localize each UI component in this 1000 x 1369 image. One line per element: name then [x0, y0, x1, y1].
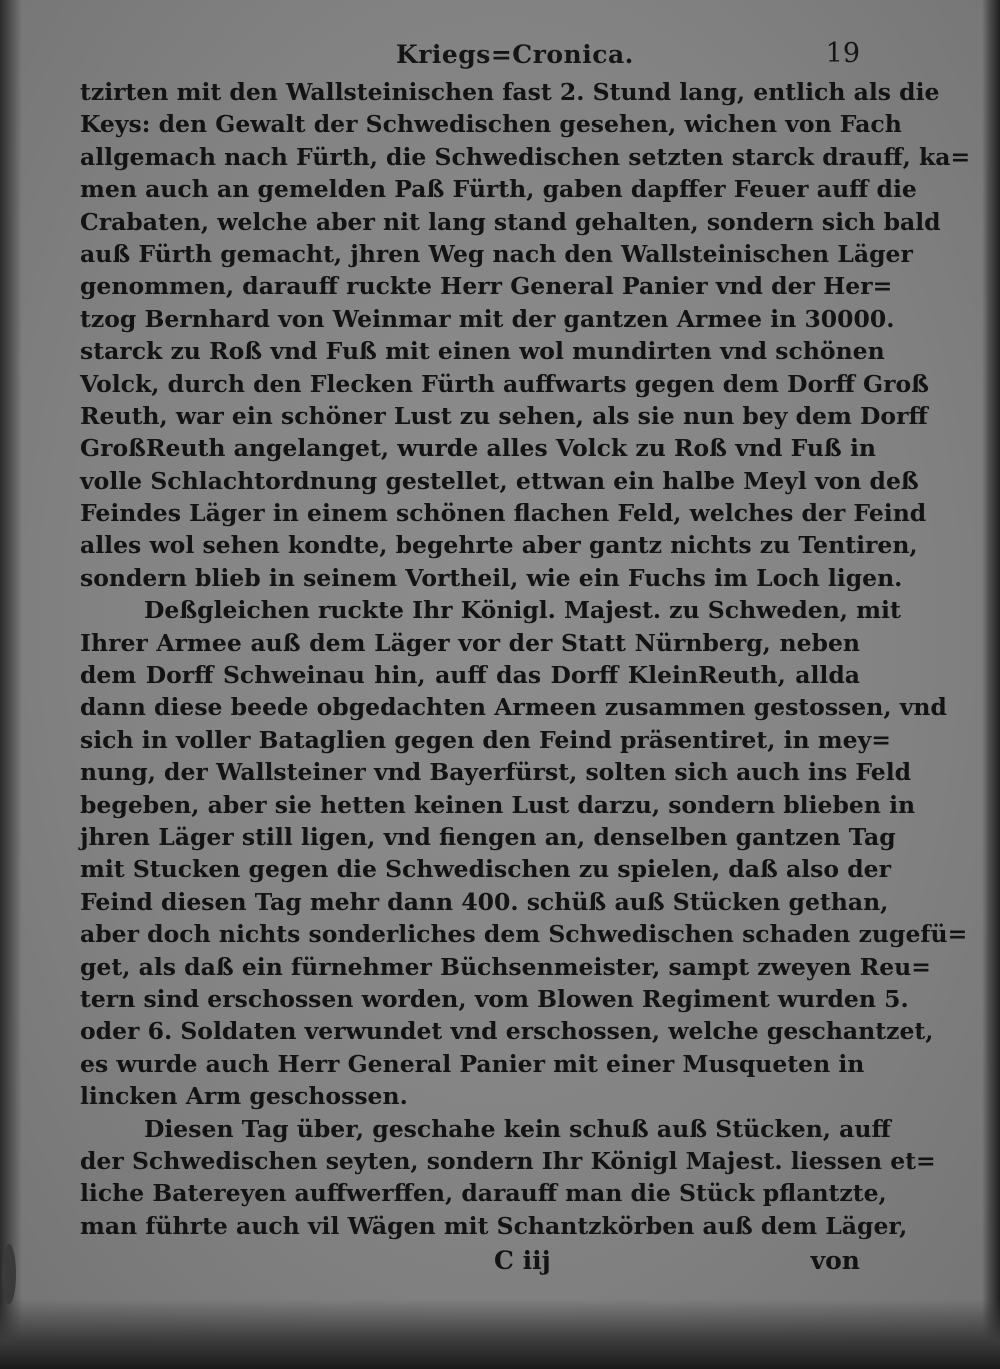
text-line: genommen, darauff ruckte Herr General Panier vnd der Her=	[80, 272, 893, 301]
text-line: dem Dorff Schweinau hin, auff das Dorff KleinReuth, allda	[80, 661, 860, 690]
text-line: GroßReuth angelanget, wurde alles Volck zu Roß vnd Fuß in	[80, 434, 876, 463]
text-line: Feindes Läger in einem schönen flachen Feld, welches der Feind	[80, 499, 927, 528]
page-edge-shadow-right	[982, 0, 1000, 1369]
text-line: der Schwedischen seyten, sondern Ihr Königl Majest. liessen et=	[80, 1146, 936, 1175]
text-line: es wurde auch Herr General Panier mit einer Musqueten in	[80, 1049, 865, 1078]
text-line: starck zu Roß vnd Fuß mit einen wol mundirten vnd schönen	[80, 337, 885, 366]
text-line: liche Batereyen auffwerffen, darauff man die Stück pflantzte,	[80, 1179, 887, 1208]
text-line: Diesen Tag über, geschahe kein schuß auß Stücken, auff	[144, 1114, 891, 1143]
text-line: mit Stucken gegen die Schwedischen zu spielen, daß also der	[80, 855, 892, 884]
page-header	[80, 36, 860, 74]
text-line: volle Schlachtordnung gestellet, ettwan ein halbe Meyl von deß	[80, 466, 919, 495]
text-line: lincken Arm geschossen.	[80, 1082, 408, 1111]
text-line: nung, der Wallsteiner vnd Bayerfürst, solten sich auch ins Feld	[80, 758, 912, 787]
text-line: alles wol sehen kondte, begehrte aber gantz nichts zu Tentiren,	[80, 531, 918, 560]
page-edge-shadow-left	[0, 0, 22, 1369]
text-line: Reuth, war ein schöner Lust zu sehen, als sie nun bey dem Dorff	[80, 401, 928, 430]
catchword: von	[810, 1246, 860, 1275]
text-line: aber doch nichts sonderliches dem Schwedischen schaden zugefü=	[80, 920, 968, 949]
text-line: allgemach nach Fürth, die Schwedischen setzten starck drauff, ka=	[80, 142, 971, 171]
text-line: men auch an gemelden Paß Fürth, gaben dapffer Feuer auff die	[80, 175, 917, 204]
text-line: get, als daß ein fürnehmer Büchsenmeister, sampt zweyen Reu=	[80, 952, 931, 981]
text-line: dann diese beede obgedachten Armeen zusammen gestossen, vnd	[80, 693, 947, 722]
text-line: begeben, aber sie hetten keinen Lust darzu, sondern blieben in	[80, 790, 916, 819]
text-line: man führte auch vil Wägen mit Schantzkörben auß dem Läger,	[80, 1211, 908, 1240]
text-line: sondern blieb in seinem Vortheil, wie ein Fuchs im Loch ligen.	[80, 563, 903, 592]
text-line: Deßgleichen ruckte Ihr Königl. Majest. zu Schweden, mit	[144, 596, 901, 625]
text-line: Feind diesen Tag mehr dann 400. schüß auß Stücken gethan,	[80, 887, 889, 916]
text-line: oder 6. Soldaten verwundet vnd erschossen, welche geschantzet,	[80, 1017, 934, 1046]
body-text	[80, 76, 971, 1242]
text-line: tzirten mit den Wallsteinischen fast 2. Stund lang, entlich als die	[80, 78, 940, 106]
text-line: jhren Läger still ligen, vnd fiengen an, denselben gantzen Tag	[80, 822, 896, 851]
text-line: Ihrer Armee auß dem Läger vor der Statt Nürnberg, neben	[80, 628, 860, 657]
text-line: Keys: den Gewalt der Schwedischen gesehen, wichen von Fach	[80, 110, 902, 139]
page-edge-shadow-bottom	[0, 1299, 1000, 1369]
signature-mark: C iij	[494, 1246, 551, 1275]
binding-stain	[2, 1244, 16, 1304]
page-number: 19	[825, 38, 860, 69]
running-head: Kriegs=Cronica.	[396, 40, 634, 69]
text-line: sich in voller Bataglien gegen den Feind präsentiret, in mey=	[80, 725, 891, 754]
text-line: Volck, durch den Flecken Fürth auffwarts gegen dem Dorff Groß	[80, 369, 930, 398]
text-line: Crabaten, welche aber nit lang stand gehalten, sondern sich bald	[80, 207, 941, 236]
text-line: auß Fürth gemacht, jhren Weg nach den Wallsteinischen Läger	[80, 239, 913, 268]
text-line: tzog Bernhard von Weinmar mit der gantzen Armee in 30000.	[80, 304, 895, 333]
page-footer	[80, 1246, 860, 1282]
text-line: tern sind erschossen worden, vom Blowen Regiment wurden 5.	[80, 984, 909, 1013]
